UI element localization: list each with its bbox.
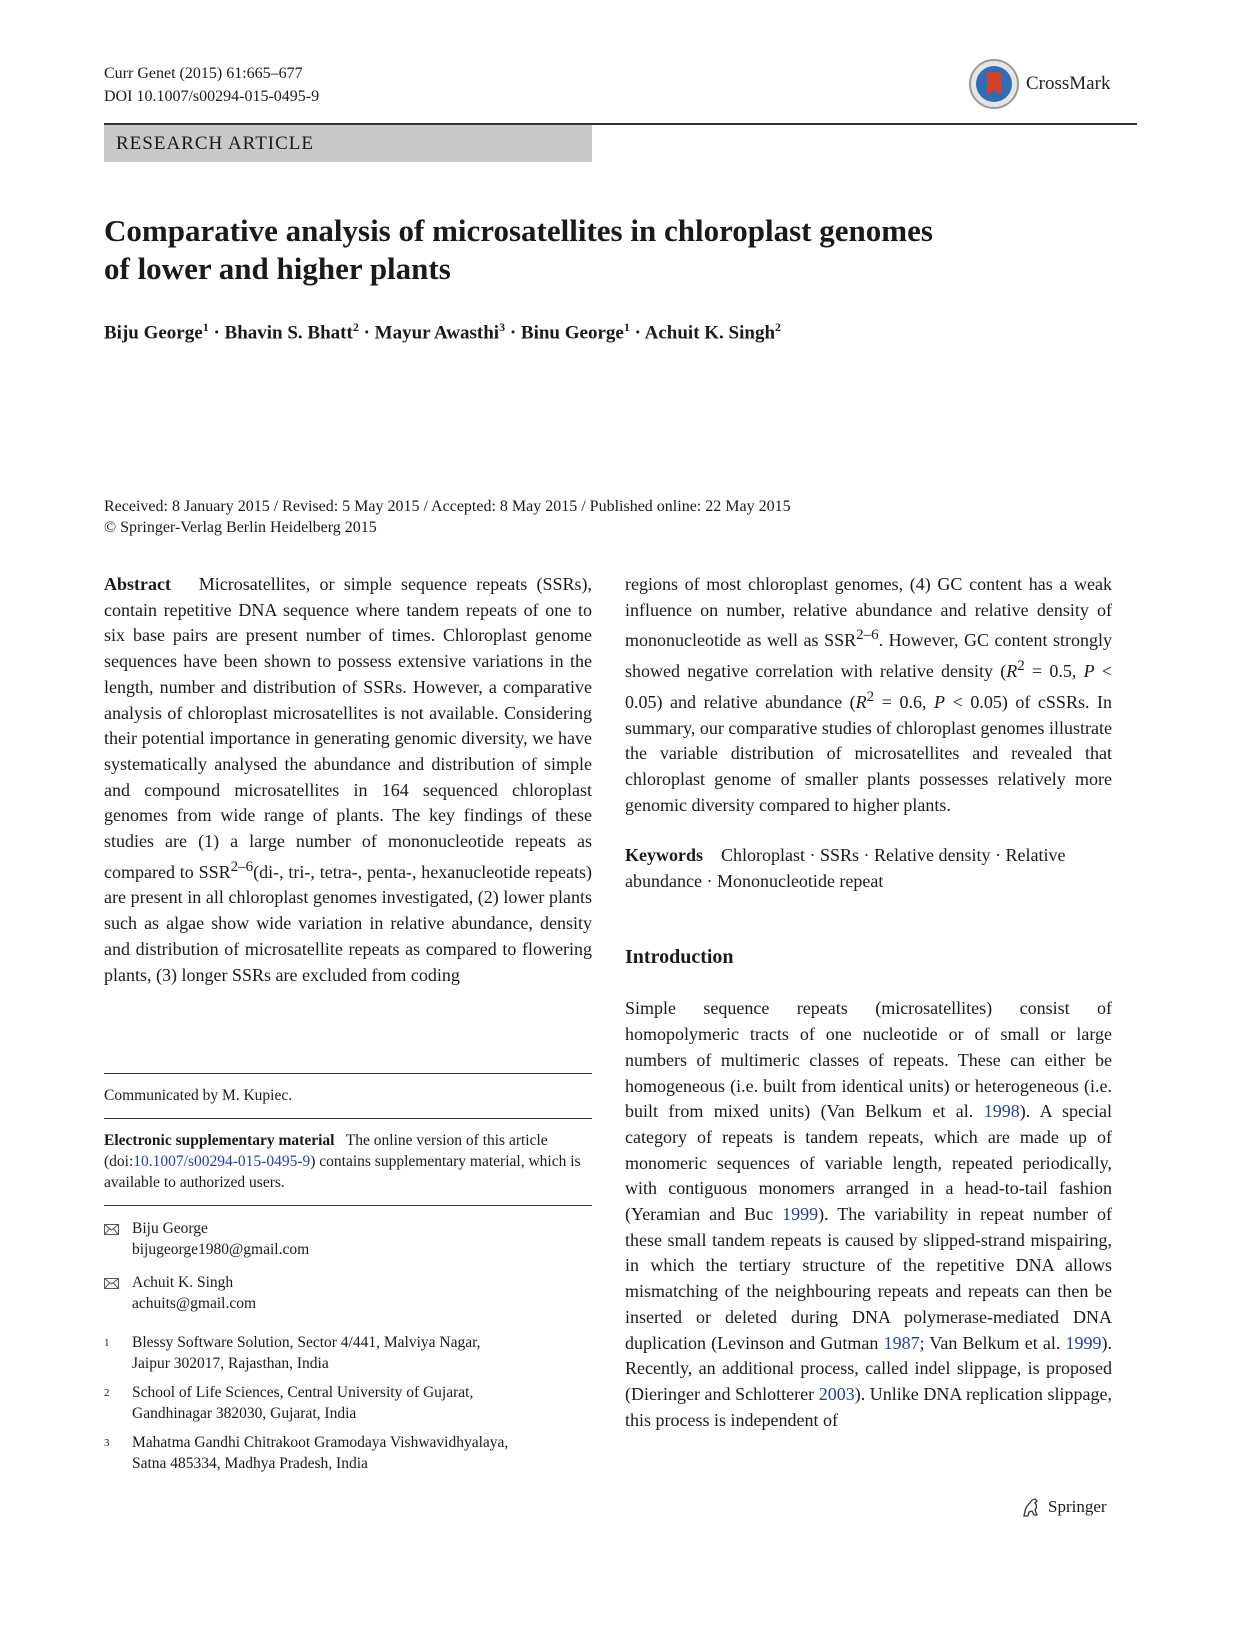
contact-name: Biju George xyxy=(132,1220,208,1237)
author-separator: · xyxy=(208,322,225,344)
publisher-logo xyxy=(1020,1496,1107,1518)
affiliation-line: Jaipur 302017, Rajasthan, India xyxy=(132,1355,329,1372)
history-line: Received: 8 January 2015 / Revised: 5 May 2015 / Accepted: 8 May 2015 / Published online: 22 May 2015 xyxy=(104,498,791,515)
title-line-2: of lower and higher plants xyxy=(104,251,451,286)
doi-line: DOI 10.1007/s00294-015-0495-9 xyxy=(104,88,320,105)
contact-name: Achuit K. Singh xyxy=(132,1274,234,1291)
introduction-heading: Introduction xyxy=(625,945,734,968)
p-value-1: < 0.05) and relative abundance ( xyxy=(625,661,1112,712)
affiliation-entry xyxy=(104,1382,592,1424)
intro-text-1: Simple sequence repeats (microsatellites) consist of homopolymeric tracts of one nucleotide or of small or large numbers of multimeric classes of repeats. These can either be homogeneous (i.e. built from identical units) or heterogeneous (i.e. built from mixed units) (Van Belkum et al. xyxy=(625,998,1112,1122)
publisher-name: Springer xyxy=(1048,1497,1107,1516)
abstract-text-1: Microsatellites, or simple sequence repeats (SSRs), contain repetitive DNA sequence where tandem repeats of one to six base pairs are present number of times. Chloroplast genome sequences have been shown to possess extensive variations in the length, number and distribution of SSRs. However, a comparative analysis of chloroplast microsatellites is not available. Considering their potential importance in generating genomic diversity, we have systematically analysed the abundance and distribution of simple and compound microsatellites in 164 sequenced chloroplast genomes from wide range of plants. The key findings of these studies are (1) a large number of mononucleotide repeats as compared to SSR xyxy=(104,574,593,882)
citation-link[interactable]: 1999 xyxy=(1065,1332,1102,1353)
affiliation-line: Blessy Software Solution, Sector 4/441, Malviya Nagar, xyxy=(132,1334,481,1351)
r-squared-symbol: R xyxy=(1006,661,1018,682)
r2-value-2: = 0.6, xyxy=(874,691,935,712)
intro-text-3: ). The variability in repeat number of these small tandem repeats is caused by slipped-strand mispairing, in which the tertiary structure of the repetitive DNA allows mismatching of the neighbouring repeats and repeats can then be inserted or deleted during DNA polymerase-mediated DNA duplication (Levinson and Gutman xyxy=(625,1204,1113,1353)
author-affiliation-number: 2 xyxy=(775,320,782,334)
copyright-line: © Springer-Verlag Berlin Heidelberg 2015 xyxy=(104,519,377,536)
abstract-heading: Abstract xyxy=(104,574,171,594)
author-separator: · xyxy=(358,322,375,344)
title-line-1: Comparative analysis of microsatellites in chloroplast genomes xyxy=(104,213,933,248)
author-affiliation-number: 2 xyxy=(352,320,359,334)
esm-text-2: ) contains supplementary material, which is available to authorized users. xyxy=(104,1153,581,1191)
publication-dates xyxy=(104,496,791,538)
abstract-text-2: (di-, tri-, tetra-, penta-, hexanucleotide repeats) are present in all chloroplast genomes investigated, (2) lower plants such as algae show wide variation in relative abundance, density and distribution of microsatellite repeats as compared to flowering plants, (3) longer SSRs are excluded from coding xyxy=(104,861,592,985)
author-separator: · xyxy=(505,322,521,344)
r2-value-1: = 0.5, xyxy=(1024,661,1084,682)
author-separator: · xyxy=(629,322,645,344)
esm-text-1: The online version of this article (doi: xyxy=(104,1132,548,1170)
author-list xyxy=(104,320,781,344)
envelope-icon xyxy=(104,1272,122,1314)
crossmark-icon xyxy=(968,58,1020,110)
contact-entry xyxy=(104,1272,592,1314)
affiliation-number: 1 xyxy=(104,1337,110,1349)
ssr-superscript-2: 2–6 xyxy=(856,627,879,644)
contact-email[interactable]: bijugeorge1980@gmail.com xyxy=(132,1241,310,1258)
affiliation-line: Mahatma Gandhi Chitrakoot Gramodaya Vishwavidhyalaya, xyxy=(132,1434,509,1451)
article-type-banner: RESEARCH ARTICLE xyxy=(104,125,592,162)
author-name[interactable]: Achuit K. Singh xyxy=(644,322,776,344)
citation-link[interactable]: 1987 xyxy=(883,1332,920,1353)
affiliation-number: 2 xyxy=(104,1387,110,1399)
intro-text-6: ). Unlike DNA replication slippage, this process is independent of xyxy=(625,1383,1112,1430)
affiliation-line: School of Life Sciences, Central University of Gujarat, xyxy=(132,1384,474,1401)
keywords xyxy=(625,843,1112,894)
intro-text-2: ). A special category of repeats is tandem repeats, which are made up of monomeric sequences of variable length, repeated periodically, with contiguous monomers arranged in a head-to-tail fashion (Yeramian and Buc xyxy=(625,1101,1112,1225)
abstract-cont-2: . However, GC content strongly showed negative correlation with relative density ( xyxy=(625,630,1112,682)
springer-horse-icon xyxy=(1020,1496,1042,1518)
crossmark-badge[interactable] xyxy=(968,58,1110,110)
esm-doi-link[interactable]: 10.1007/s00294-015-0495-9 xyxy=(133,1153,311,1170)
supplementary-material-note xyxy=(104,1119,592,1205)
affiliation-line: Gandhinagar 382030, Gujarat, India xyxy=(132,1405,357,1422)
crossmark-label: CrossMark xyxy=(1026,73,1111,94)
r-squared-symbol: R xyxy=(855,691,867,712)
abstract-column xyxy=(104,572,592,988)
affiliation-entry xyxy=(104,1332,592,1374)
corresponding-authors xyxy=(104,1206,592,1314)
author-affiliation-number: 1 xyxy=(202,320,209,334)
ssr-superscript-1: 2–6 xyxy=(230,858,254,875)
p-symbol: P xyxy=(1083,661,1095,682)
introduction-text xyxy=(625,996,1112,1433)
journal-citation xyxy=(104,62,319,108)
contact-email[interactable]: achuits@gmail.com xyxy=(132,1295,257,1312)
squared-sup: 2 xyxy=(866,688,875,705)
footnotes xyxy=(104,1073,592,1482)
author-name[interactable]: Mayur Awasthi xyxy=(374,322,500,344)
p-symbol: P xyxy=(934,691,946,712)
affiliation-entry xyxy=(104,1432,592,1474)
article-title xyxy=(104,212,1064,288)
abstract-cont-3: < 0.05) of cSSRs. In summary, our comparative studies of chloroplast genomes illustrate the variable distribution of microsatellites and revealed that chloroplast genome of smaller plants possesses relatively more genomic diversity compared to higher plants. xyxy=(625,691,1113,815)
citation-link[interactable]: 2003 xyxy=(818,1383,855,1404)
squared-sup: 2 xyxy=(1017,658,1025,675)
right-column xyxy=(625,572,1112,1433)
intro-text-4: ; Van Belkum et al. xyxy=(919,1332,1066,1353)
author-affiliation-number: 3 xyxy=(499,320,506,334)
journal-line: Curr Genet (2015) 61:665–677 xyxy=(104,65,303,82)
author-affiliation-number: 1 xyxy=(623,320,630,334)
envelope-icon xyxy=(104,1218,122,1260)
keywords-heading: Keywords xyxy=(625,845,703,866)
affiliation-number: 3 xyxy=(104,1437,110,1449)
esm-heading: Electronic supplementary material xyxy=(104,1132,335,1149)
citation-link[interactable]: 1999 xyxy=(782,1204,819,1225)
abstract-continuation xyxy=(625,572,1112,818)
abstract-cont-1: regions of most chloroplast genomes, (4) GC content has a weak influence on number, relative abundance and relative density of mononucleotide as well as SSR xyxy=(625,574,1112,651)
citation-link[interactable]: 1998 xyxy=(983,1101,1020,1122)
communicated-by: Communicated by M. Kupiec. xyxy=(104,1087,293,1104)
author-name[interactable]: Biju George xyxy=(104,322,203,344)
affiliation-line: Satna 485334, Madhya Pradesh, India xyxy=(132,1455,368,1472)
intro-text-5: ). Recently, an additional process, called indel slippage, is proposed (Dieringer and Schlotterer xyxy=(625,1332,1112,1404)
author-name[interactable]: Binu George xyxy=(520,322,624,344)
keywords-list: Chloroplast · SSRs · Relative density · Relative abundance · Mononucleotide repeat xyxy=(625,845,1066,892)
contact-entry xyxy=(104,1218,592,1260)
affiliations xyxy=(104,1326,592,1474)
author-name[interactable]: Bhavin S. Bhatt xyxy=(224,322,353,344)
